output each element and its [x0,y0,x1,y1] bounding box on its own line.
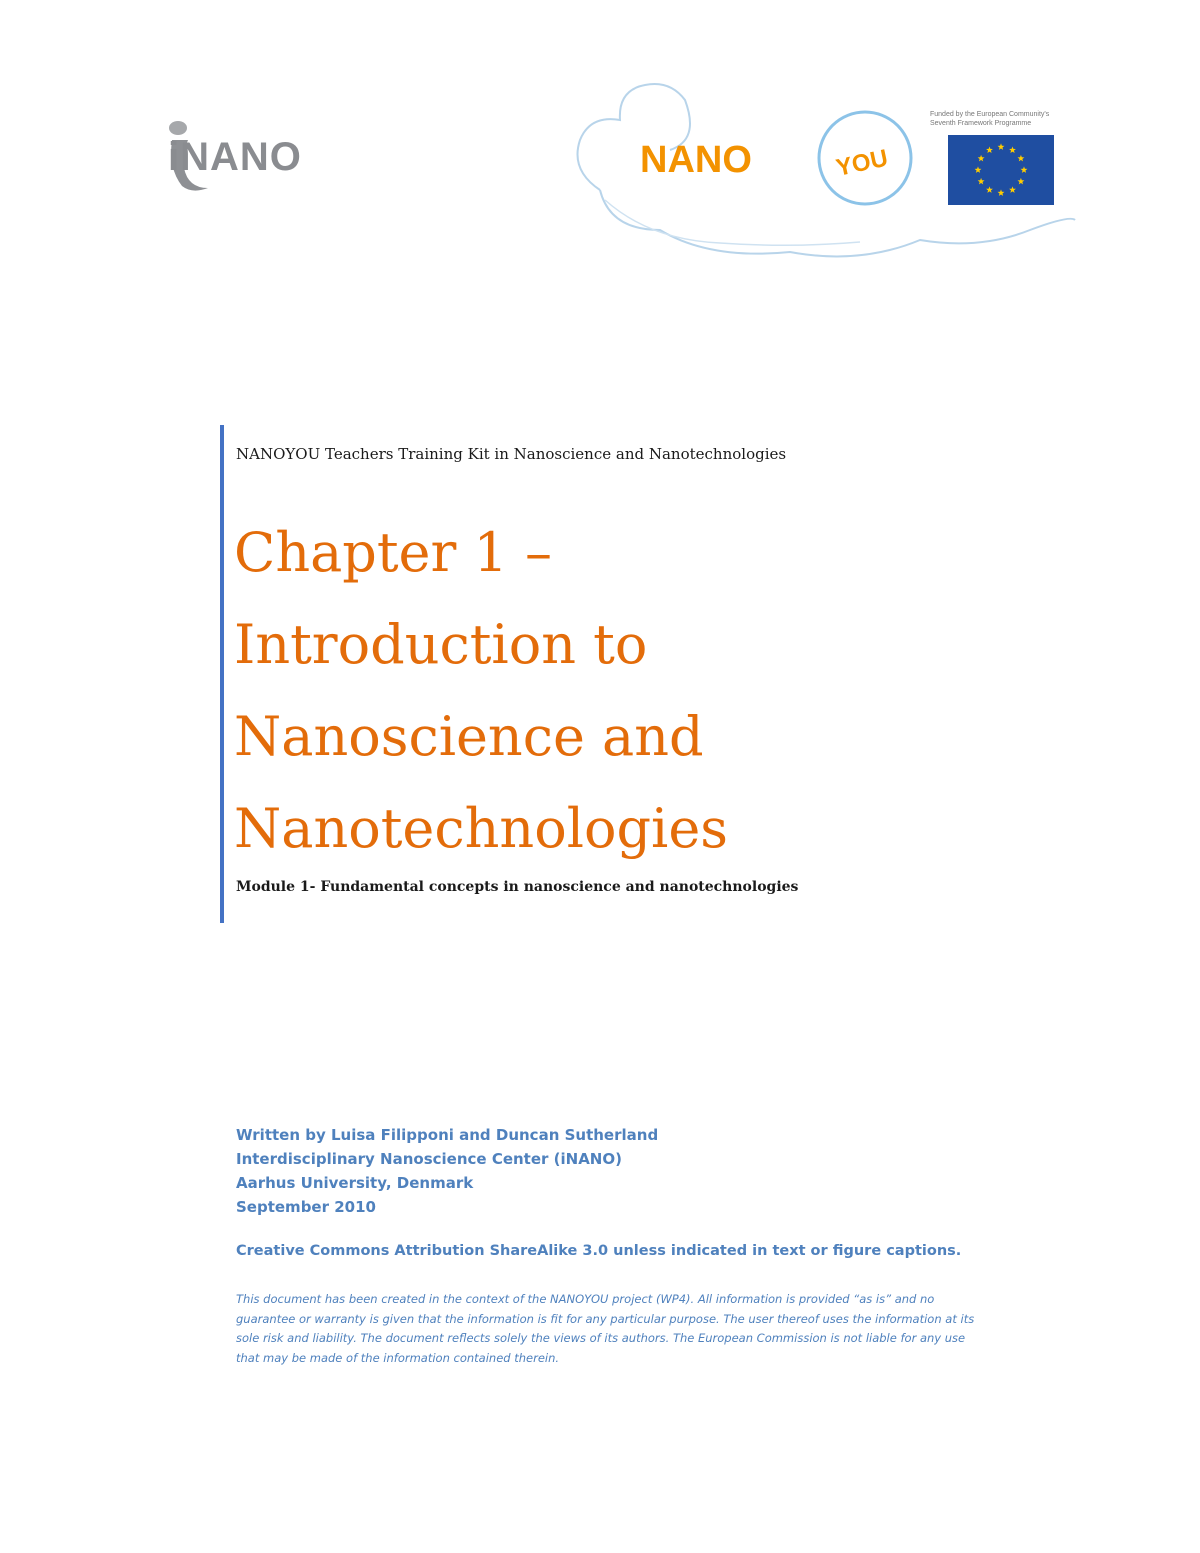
chapter-title-line: Chapter 1 – [234,521,553,584]
chapter-title [234,507,914,875]
kit-subtitle: NANOYOU Teachers Training Kit in Nanoscience and Nanotechnologies [236,445,787,463]
author-center: Interdisciplinary Nanoscience Center (iNANO) [236,1150,622,1168]
author-university: Aarhus University, Denmark [236,1174,474,1192]
publication-date: September 2010 [236,1198,376,1216]
eu-funding-line-2: Seventh Framework Programme [930,120,1032,127]
author-block [236,1123,658,1219]
module-line: Module 1- Fundamental concepts in nanoscience and nanotechnologies [236,879,799,895]
eu-funding-line-1: Funded by the European Community's [930,111,1050,118]
chapter-title-line: Introduction to [234,613,648,676]
inano-logo [160,108,360,198]
inano-logo-text: iNANO [168,135,302,179]
chapter-title-line: Nanotechnologies [234,797,728,860]
eu-funding-block [930,110,1070,210]
eu-funding-text [930,110,1070,128]
license-line: Creative Commons Attribution ShareAlike 3.0 unless indicated in text or figure captions. [236,1243,962,1259]
disclaimer-text: This document has been created in the context of the NANOYOU project (WP4). All information is provided “as is” and no guarantee or warranty is given that the information is fit for any particular purpose. The user thereof uses the information at its sole risk and liability. The document reflects solely the views of its authors. The European Commission is not liable for any use that may be made of the information contained therein. [236,1292,975,1365]
accent-bar [220,425,224,923]
title-block [220,425,920,923]
author-names: Written by Luisa Filipponi and Duncan Sutherland [236,1126,659,1144]
nanoyou-logo-text-nano: NANO [640,139,752,181]
nanoyou-logo-text-you: YOU [833,144,891,182]
eu-flag-icon [948,135,1054,205]
chapter-title-line: Nanoscience and [234,705,704,768]
